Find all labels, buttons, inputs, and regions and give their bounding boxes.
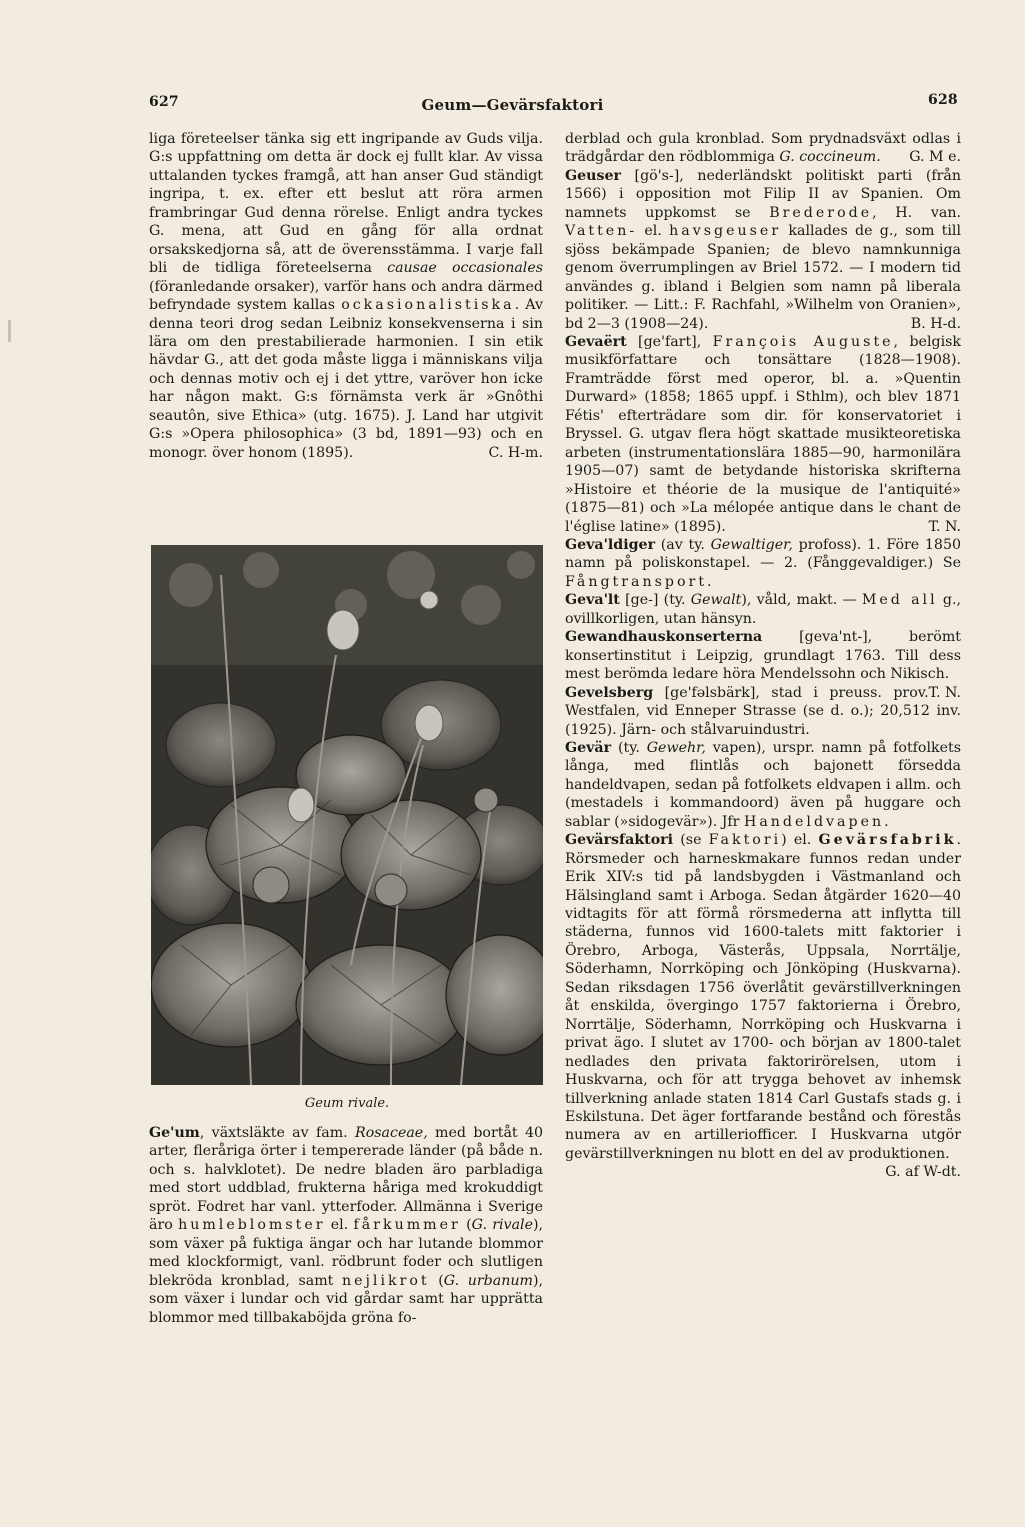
plant-illustration: [151, 545, 543, 1085]
right-column: [565, 130, 961, 1182]
headword-gevaldiger: Geva'ldiger: [565, 536, 656, 553]
author-signature: T. N.: [928, 684, 961, 701]
headword-gevaert: Gevaërt: [565, 333, 627, 350]
left-column-lower: [149, 1124, 543, 1327]
headword-geuser: Geuser: [565, 167, 621, 184]
author-signature: B. H-d.: [910, 315, 961, 332]
left-column-upper: [149, 130, 543, 462]
article-geum: Ge'um, växtsläkte av fam. Rosaceae, med bortåt 40 arter, fleråriga örter i tempererade länder (på både n. och s. halvklotet). De nedre bladen äro parbladiga med stort uddblad, frukterna håriga med krokuddigt spröt. Fodret har vanl. ytterfoder. Allmänna i Sverige äro humleblomster el. fårkummer (G. rivale), som växer på fuktiga ängar och har lutande blommor med klockformigt, vanl. rödbrunt foder och slutligen blekröda kronblad, samt nejlikrot (G. urbanum), som växer i lundar och vid gårdar samt har upprätta blommor med tillbakaböjda gröna fo-: [149, 1125, 544, 1326]
author-signature: G. af W-dt.: [885, 1164, 961, 1181]
headword-geum: Ge'um: [149, 1125, 200, 1141]
article-gevalt: Geva'lt [ge-] (ty. Gewalt), våld, makt. — Med all g., ovillkorligen, utan hänsyn.: [565, 592, 961, 627]
headword-gevar: Gevär: [565, 739, 612, 756]
page-number-right: 628: [928, 92, 958, 108]
article-gevaert: Gevaërt [ge'fart], François Auguste, belgisk musikförfattare och tonsättare (1828—1908). Framträdde först med operor, bl. a. »Quentin Durward» (1858; 1865 uppf. i Sthlm), och blev 1871 Fétis' efterträdare som dir. för konservatoriet i Bryssel. G. utgav flera högt skattade musikteoretiska arbeten (instrumentationslära 1885—90, harmonilära 1905—07) samt de betydande historiska skrifterna »Histoire et théorie de la musique de l'antiquité» (1875—81) och »La mélopée antique dans le chant de l'église latine» (1895). T. N.: [565, 333, 961, 535]
article-geuser: Geuser [gö's-], nederländskt politiskt parti (från 1566) i opposition mot Filip II av Spanien. Om namnets uppkomst se Brederode, H. van. Vatten- el. havsgeuser kallades de g., som till sjöss bekämpade Spanien; de blevo namnkunniga genom överrumplingen av Briel 1572. — I modern tid användes g. ibland i Belgien som namn på liberala politiker. — Litt.: F. Rachfahl, »Wilhelm von Oranien», bd 2—3 (1908—24). B. H-d.: [565, 167, 961, 332]
headword-gewandhaus: Gewandhauskonserterna: [565, 629, 763, 646]
article-geum-continued: derblad och gula kronblad. Som prydnadsväxt odlas i trädgårdar den rödblommiga G. coccineum. G. M e.: [565, 131, 961, 166]
article-gevelsberg: Gevelsberg [ge'fəlsbärk], stad i preuss. prov. Westfalen, vid Enneper Strasse (se d. o.); 20,512 inv. (1925). Järn- och stålvaruindustri.: [565, 684, 961, 738]
page-number-left: 627: [149, 94, 179, 110]
author-signature: T. N.: [928, 518, 961, 535]
headword-gevarsfaktori: Gevärsfaktori: [565, 832, 674, 849]
page-edge-mark: [8, 320, 11, 342]
headword-gevelsberg: Gevelsberg: [565, 684, 654, 701]
running-title: Geum—Gevärsfaktori: [421, 96, 604, 114]
figure-caption: Geum rivale.: [304, 1096, 390, 1111]
article-gevaldiger: Geva'ldiger (av ty. Gewaltiger, profoss). 1. Före 1850 namn på poliskonstapel. — 2. (Fånggevaldiger.) Se Fångtransport.: [565, 536, 961, 590]
geum-rivale-photo: [151, 545, 543, 1085]
author-signature: C. H-m.: [488, 444, 543, 461]
article-geulincx-end: liga företeelser tänka sig ett ingripande av Guds vilja. G:s uppfattning om detta är dock ej fullt klar. Av vissa uttalanden tyckes framgå, att han anser Gud ständigt ingripa, t. ex. efter ett beslut att röra armen frambringar Gud denna rörelse. Enligt andra tyckes G. mena, att Gud en gång för alla ordnat orsakskedjorna så, att de överensstämma. I varje fall bli de tidliga företeelserna causae occasionales (föranledande orsaker), varför hans och andra därmed befryndade system kallas ockasionalistiska. Av denna teori drog sedan Leibniz konsekvenserna i sin lära om den prestabilierade harmonien. I sin etik hävdar G., att det goda måste ligga i människans vilja och dennas motiv och ej i det yttre, varöver hon icke har någon makt. G:s förnämsta verk är »Gnôthi seautôn, sive Ethica» (utg. 1675). J. Land har utgivit G:s »Opera philosophica» (3 bd, 1891—93) och en monogr. över honom (1895). C. H-m.: [149, 131, 544, 461]
headword-gevalt: Geva'lt: [565, 592, 620, 609]
article-gewandhaus: Gewandhauskonserterna [geva'nt-], berömt konsertinstitut i Leipzig, grundlagt 1763. Till dess mest berömda ledare höra Mendelssohn och Nikisch. T. N.: [565, 629, 961, 701]
author-signature: G. M e.: [909, 149, 961, 166]
article-gevarsfaktori: Gevärsfaktori (se Faktori) el. Gevärsfabrik. Rörsmeder och harneskmakare funnos redan under Erik XIV:s tid på landsbygden i Västmanland och Hälsingland samt i Arboga. Sedan åtgärder 1620—40 vidtagits för att förmå rörsmederna att inflytta till städerna, funnos vid 1600-talets mitt faktorier i Örebro, Arboga, Västerås, Uppsala, Norrtälje, Söderhamn, Norrköping och Jönköping (Huskvarna). Sedan riksdagen 1756 överlåtit gevärstillverkningen åt enskilda, övergingo 1757 faktorierna i Örebro, Norrtälje, Söderhamn, Norrköping och Huskvarna i privat ägo. I slutet av 1700- och början av 1800-talet nedlades den privata faktorirörelsen, utom i Huskvarna, och för att trygga behovet av inhemsk tillverkning anlade staten 1814 Carl Gustafs stads g. i Eskilstuna. Det äger fortfarande bestånd och förestås numera av en artilleriofficer. I Huskvarna utgör gevärstillverkningen nu blott en del av produktionen. G. af W-dt.: [565, 832, 962, 1181]
article-gevar: Gevär (ty. Gewehr, vapen), urspr. namn på fotfolkets långa, med flintlås och bajonett försedda handeldvapen, sedan på fotfolkets eldvapen i allm. och (mestadels i kommandoord) även på huggare och sablar (»sidogevär»). Jfr Handeldvapen.: [565, 739, 961, 830]
